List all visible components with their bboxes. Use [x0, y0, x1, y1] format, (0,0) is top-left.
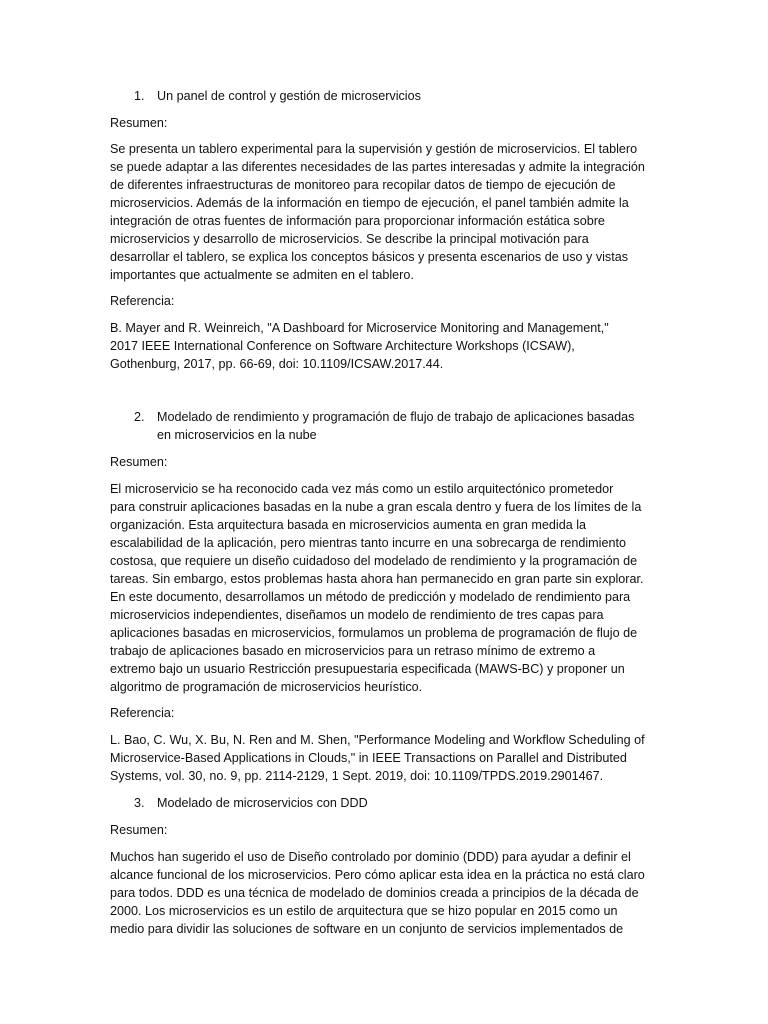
- paragraph-line: importantes que actualmente se admiten en el tablero.: [110, 268, 414, 282]
- paragraph-line: medio para dividir las soluciones de software en un conjunto de servicios implementados de: [110, 922, 624, 936]
- paragraph-line: algoritmo de programación de microservicios heurístico.: [110, 680, 423, 694]
- paragraph-line: de diferentes infraestructuras de monitoreo para recopilar datos de tiempo de ejecución de: [110, 178, 616, 192]
- section-number: 2.: [134, 410, 145, 424]
- paragraph-line: integración de otras fuentes de información para proporcionar información estática sobre: [110, 214, 605, 228]
- paragraph-line: costosa, que requiere un diseño cuidadoso del modelado de rendimiento y la programación de: [110, 554, 638, 568]
- reference-line: Gothenburg, 2017, pp. 66-69, doi: 10.1109/ICSAW.2017.44.: [110, 357, 444, 371]
- section-title: en microservicios en la nube: [157, 428, 317, 442]
- paragraph-line: extremo bajo un usuario Restricción presupuestaria especificada (MAWS-BC) y proponer un: [110, 662, 625, 676]
- resumen-label: Resumen:: [110, 116, 168, 130]
- paragraph-line: aplicaciones basadas en microservicios, formulamos un problema de programación de flujo de: [110, 626, 638, 640]
- paragraph-line: desarrollar el tablero, se explica los conceptos básicos y presenta escenarios de uso y vistas: [110, 250, 629, 264]
- paragraph-line: Se presenta un tablero experimental para la supervisión y gestión de microservicios. El tablero: [110, 142, 638, 156]
- paragraph-line: se puede adaptar a las diferentes necesidades de las partes interesadas y admite la integración: [110, 160, 645, 174]
- paragraph-line: trabajo de aplicaciones basado en microservicios para un retraso mínimo de extremo a: [110, 644, 596, 658]
- paragraph-line: microservicios independientes, diseñamos un modelo de rendimiento de tres capas para: [110, 608, 604, 622]
- section-number: 3.: [134, 796, 145, 810]
- paragraph-line: microservicios. Además de la información en tiempo de ejecución, el panel también admite la: [110, 196, 629, 210]
- paragraph-line: El microservicio se ha reconocido cada vez más como un estilo arquitectónico prometedor: [110, 482, 614, 496]
- paragraph-line: alcance funcional de los microservicios. Pero cómo aplicar esta idea en la práctica no está claro: [110, 868, 645, 882]
- reference-line: Microservice-Based Applications in Clouds," in IEEE Transactions on Parallel and Distributed: [110, 751, 627, 765]
- resumen-label: Resumen:: [110, 455, 168, 469]
- reference-line: L. Bao, C. Wu, X. Bu, N. Ren and M. Shen, "Performance Modeling and Workflow Scheduling of: [110, 733, 645, 747]
- paragraph-line: para todos. DDD es una técnica de modelado de dominios creada a principios de la década de: [110, 886, 639, 900]
- paragraph-line: para construir aplicaciones basadas en la nube a gran escala dentro y fuera de los límites de la: [110, 500, 642, 514]
- reference-line: Systems, vol. 30, no. 9, pp. 2114-2129, 1 Sept. 2019, doi: 10.1109/TPDS.2019.2901467.: [110, 769, 604, 783]
- paragraph-line: organización. Esta arquitectura basada en microservicios aumenta en gran medida la: [110, 518, 587, 532]
- section-number: 1.: [134, 89, 145, 103]
- paragraph-line: Muchos han sugerido el uso de Diseño controlado por dominio (DDD) para ayudar a definir el: [110, 850, 631, 864]
- paragraph-line: tareas. Sin embargo, estos problemas hasta ahora han permanecido en gran parte sin explorar.: [110, 572, 644, 586]
- referencia-label: Referencia:: [110, 706, 175, 720]
- section-title: Modelado de rendimiento y programación de flujo de trabajo de aplicaciones basadas: [157, 410, 635, 424]
- resumen-label: Resumen:: [110, 823, 168, 837]
- referencia-label: Referencia:: [110, 294, 175, 308]
- paragraph-line: 2000. Los microservicios es un estilo de arquitectura que se hizo popular en 2015 como un: [110, 904, 618, 918]
- paragraph-line: En este documento, desarrollamos un método de predicción y modelado de rendimiento para: [110, 590, 631, 604]
- paragraph-line: escalabilidad de la aplicación, pero mientras tanto incurre en una sobrecarga de rendimiento: [110, 536, 626, 550]
- paragraph-line: microservicios y desarrollo de microservicios. Se describe la principal motivación para: [110, 232, 589, 246]
- reference-line: 2017 IEEE International Conference on Software Architecture Workshops (ICSAW),: [110, 339, 575, 353]
- section-title: Modelado de microservicios con DDD: [157, 796, 368, 810]
- section-title: Un panel de control y gestión de microservicios: [157, 89, 421, 103]
- reference-line: B. Mayer and R. Weinreich, "A Dashboard for Microservice Monitoring and Management,": [110, 321, 609, 335]
